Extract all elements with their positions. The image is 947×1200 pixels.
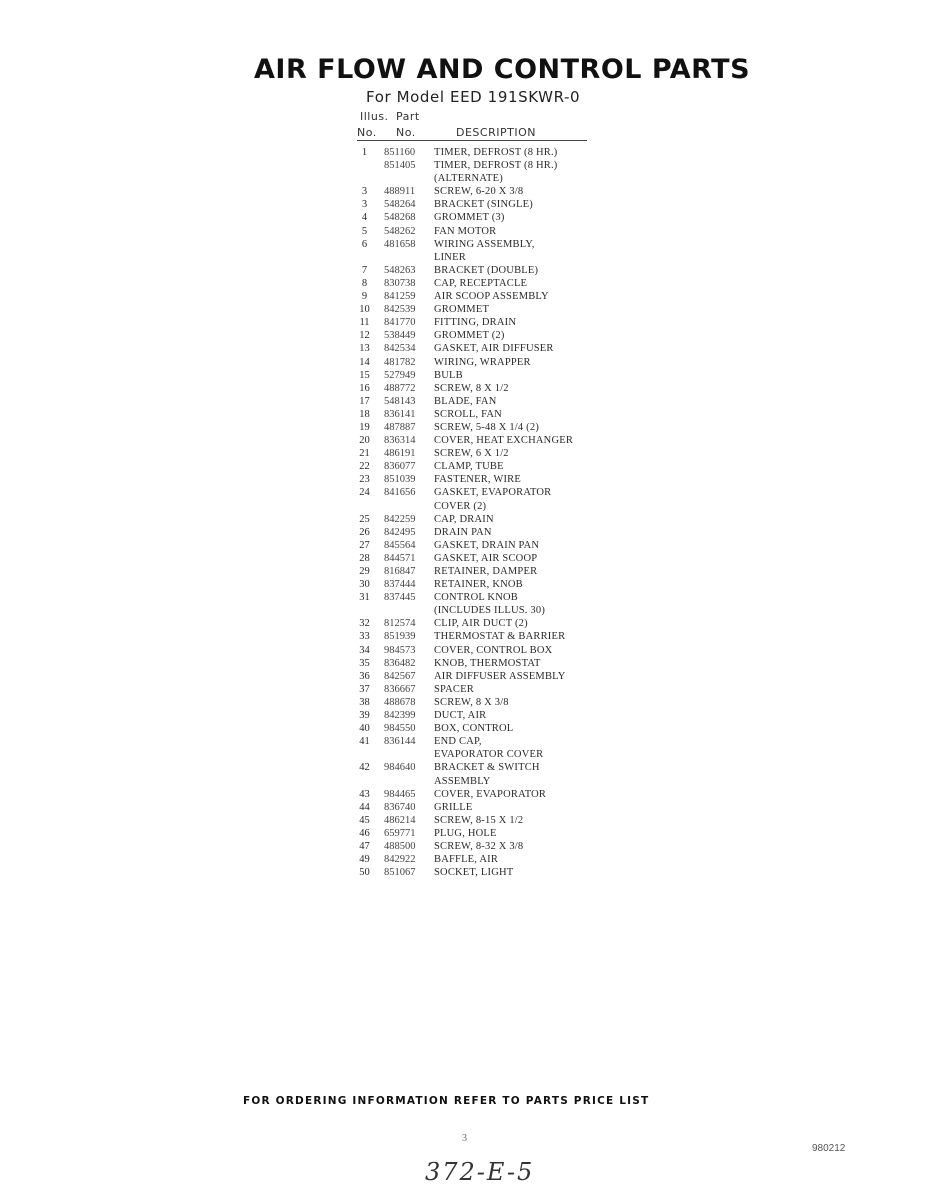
illus-number: 23 <box>359 474 370 486</box>
illus-number: 50 <box>359 867 370 879</box>
ordering-footer: FOR ORDERING INFORMATION REFER TO PARTS PRICE LIST <box>243 1095 650 1107</box>
illus-number: 19 <box>359 421 370 433</box>
part-number: 487887 <box>384 421 416 433</box>
parts-row <box>355 709 615 722</box>
parts-list <box>355 146 615 879</box>
part-description: COVER, EVAPORATOR <box>434 788 547 800</box>
parts-row <box>355 788 615 801</box>
part-number: 842495 <box>384 526 416 538</box>
part-number: 481782 <box>384 356 416 368</box>
part-number: 548143 <box>384 395 416 407</box>
part-number: 836314 <box>384 435 416 447</box>
illus-number: 17 <box>359 395 370 407</box>
part-description: BULB <box>434 369 463 381</box>
parts-row <box>355 657 615 670</box>
parts-row <box>355 578 615 591</box>
parts-row <box>355 827 615 840</box>
part-number: 845564 <box>384 539 416 551</box>
parts-row <box>355 342 615 355</box>
part-number <box>374 748 434 761</box>
part-number <box>374 251 434 264</box>
part-number <box>374 500 434 513</box>
part-description: AIR DIFFUSER ASSEMBLY <box>434 670 566 682</box>
parts-row <box>355 735 615 748</box>
illus-number: 34 <box>359 644 370 656</box>
parts-row <box>355 591 615 604</box>
parts-row <box>355 264 615 277</box>
illus-number: 9 <box>361 291 368 303</box>
part-number: 548262 <box>384 225 416 237</box>
part-description: LINER <box>434 251 466 263</box>
illus-number: 16 <box>359 382 370 394</box>
part-description: SCREW, 6-20 X 3/8 <box>434 186 524 198</box>
part-description: CONTROL KNOB <box>434 592 518 604</box>
part-description: SCREW, 8-15 X 1/2 <box>434 814 524 826</box>
part-number: 844571 <box>384 552 416 564</box>
part-description: PLUG, HOLE <box>434 827 497 839</box>
part-description: BRACKET (DOUBLE) <box>434 264 539 276</box>
part-description: COVER (2) <box>434 500 487 512</box>
part-number: 659771 <box>384 827 416 839</box>
part-description: FITTING, DRAIN <box>434 317 517 329</box>
part-number: 836740 <box>384 801 416 813</box>
part-description: BRACKET (SINGLE) <box>434 199 533 211</box>
parts-row <box>355 473 615 486</box>
part-description: SCREW, 5-48 X 1/4 (2) <box>434 421 540 433</box>
parts-row-continuation <box>355 604 615 617</box>
model-subtitle: For Model EED 191SKWR-0 <box>366 88 581 106</box>
illus-number: 45 <box>359 814 370 826</box>
illus-number: 22 <box>359 461 370 473</box>
header-part-no: No. <box>396 126 416 139</box>
illus-number: 29 <box>359 566 370 577</box>
part-description: KNOB, THERMOSTAT <box>434 657 541 669</box>
parts-row <box>355 198 615 211</box>
part-number: 816847 <box>384 566 416 577</box>
part-description: GASKET, AIR DIFFUSER <box>434 343 554 355</box>
parts-row <box>355 225 615 238</box>
parts-row <box>355 630 615 643</box>
part-number: 842567 <box>384 670 416 682</box>
header-rule <box>357 140 587 141</box>
illus-number <box>355 251 374 264</box>
parts-row <box>355 460 615 473</box>
illus-number: 33 <box>359 631 370 643</box>
part-number: 851039 <box>384 474 416 486</box>
illus-number <box>355 604 374 617</box>
parts-row <box>355 526 615 539</box>
illus-number: 14 <box>359 356 370 368</box>
part-description: END CAP, <box>434 736 482 748</box>
page-number: 3 <box>462 1133 467 1144</box>
parts-row <box>355 303 615 316</box>
part-number: 548268 <box>384 212 416 224</box>
part-number: 488911 <box>384 186 416 198</box>
part-number: 984573 <box>384 644 416 656</box>
illus-number: 49 <box>359 854 370 866</box>
parts-row <box>355 434 615 447</box>
part-number: 841770 <box>384 317 416 329</box>
part-number: 837444 <box>384 579 416 591</box>
illus-number: 27 <box>359 539 370 551</box>
part-number: 488678 <box>384 696 416 708</box>
illus-number: 1 <box>361 147 368 158</box>
part-description: TIMER, DEFROST (8 HR.) <box>434 147 558 158</box>
part-description: AIR SCOOP ASSEMBLY <box>434 291 549 303</box>
part-description: GASKET, DRAIN PAN <box>434 539 540 551</box>
part-number: 830738 <box>384 277 416 289</box>
part-description: SCREW, 8-32 X 3/8 <box>434 840 524 852</box>
illus-number: 28 <box>359 552 370 564</box>
part-description: BRACKET & SWITCH <box>434 762 540 774</box>
part-description: WIRING, WRAPPER <box>434 356 531 368</box>
part-description: SCROLL, FAN <box>434 408 502 420</box>
part-number: 836667 <box>384 683 416 695</box>
parts-row <box>355 513 615 526</box>
parts-row <box>355 801 615 814</box>
parts-row <box>355 290 615 303</box>
part-description: GROMMET (2) <box>434 330 505 342</box>
part-number: 984640 <box>384 762 416 774</box>
illus-number: 3 <box>361 199 368 211</box>
part-number: 548263 <box>384 264 416 276</box>
parts-row <box>355 644 615 657</box>
part-description: COVER, CONTROL BOX <box>434 644 553 656</box>
part-number: 538449 <box>384 330 416 342</box>
part-description: FAN MOTOR <box>434 225 497 237</box>
illus-number: 10 <box>359 304 370 316</box>
part-description: GRILLE <box>434 801 473 813</box>
illus-number <box>355 500 374 513</box>
parts-row <box>355 552 615 565</box>
part-description: DUCT, AIR <box>434 710 487 722</box>
illus-number: 43 <box>359 788 370 800</box>
part-number: 842539 <box>384 304 416 316</box>
header-part: Part <box>396 110 420 123</box>
part-description: WIRING ASSEMBLY, <box>434 238 535 250</box>
parts-row <box>355 696 615 709</box>
illus-number: 24 <box>359 487 370 499</box>
part-description: RETAINER, DAMPER <box>434 566 538 577</box>
part-number: 841656 <box>384 487 416 499</box>
part-description: EVAPORATOR COVER <box>434 749 544 761</box>
part-number: 548264 <box>384 199 416 211</box>
illus-number: 4 <box>361 212 368 224</box>
illus-number <box>355 748 374 761</box>
part-description: TIMER, DEFROST (8 HR.) <box>434 160 558 172</box>
parts-row <box>355 146 615 159</box>
part-description: SCREW, 8 X 3/8 <box>434 696 509 708</box>
part-description: CAP, RECEPTACLE <box>434 277 528 289</box>
parts-row-continuation <box>355 251 615 264</box>
parts-row <box>355 356 615 369</box>
parts-row <box>355 814 615 827</box>
illus-number: 13 <box>359 343 370 355</box>
illus-number: 31 <box>359 592 370 604</box>
part-description: FASTENER, WIRE <box>434 474 521 486</box>
parts-row <box>355 408 615 421</box>
part-number: 481658 <box>384 238 416 250</box>
part-number: 842399 <box>384 710 416 722</box>
part-description: ASSEMBLY <box>434 775 491 787</box>
illus-number: 35 <box>359 657 370 669</box>
illus-number <box>355 172 374 185</box>
header-illus: Illus. <box>360 110 389 123</box>
part-number <box>374 172 434 185</box>
part-number: 836077 <box>384 461 416 473</box>
parts-row <box>355 722 615 735</box>
part-description: THERMOSTAT & BARRIER <box>434 631 566 643</box>
part-description: GASKET, AIR SCOOP <box>434 552 538 564</box>
part-number: 841259 <box>384 291 416 303</box>
parts-row <box>355 683 615 696</box>
part-number: 527949 <box>384 369 416 381</box>
part-number: 851160 <box>384 147 416 158</box>
illus-number: 30 <box>359 579 370 591</box>
part-number: 836141 <box>384 408 416 420</box>
part-number <box>374 604 434 617</box>
part-number: 812574 <box>384 618 416 630</box>
part-number: 851067 <box>384 867 416 879</box>
illus-number: 18 <box>359 408 370 420</box>
illus-number: 26 <box>359 526 370 538</box>
parts-row <box>355 211 615 224</box>
parts-row <box>355 840 615 853</box>
part-description: SCREW, 6 X 1/2 <box>434 448 509 460</box>
part-description: SOCKET, LIGHT <box>434 867 514 879</box>
part-number: 486214 <box>384 814 416 826</box>
page-title: AIR FLOW AND CONTROL PARTS <box>254 54 751 85</box>
illus-number: 44 <box>359 801 370 813</box>
part-description: GROMMET <box>434 304 490 316</box>
illus-number <box>355 775 374 788</box>
header-description: DESCRIPTION <box>456 126 536 139</box>
document-number: 980212 <box>812 1143 846 1154</box>
part-number: 488500 <box>384 840 416 852</box>
illus-number: 21 <box>359 448 370 460</box>
parts-row <box>355 670 615 683</box>
illus-number: 36 <box>359 670 370 682</box>
part-number: 842259 <box>384 513 416 525</box>
parts-row <box>355 761 615 774</box>
part-number: 842922 <box>384 854 416 866</box>
part-description: DRAIN PAN <box>434 526 492 538</box>
illus-number: 32 <box>359 618 370 630</box>
illus-number: 25 <box>359 513 370 525</box>
illus-number: 40 <box>359 723 370 735</box>
part-number: 851939 <box>384 631 416 643</box>
parts-row-continuation <box>355 775 615 788</box>
illus-number: 8 <box>361 277 368 289</box>
part-description: CAP, DRAIN <box>434 513 494 525</box>
parts-row <box>355 277 615 290</box>
illus-number: 6 <box>361 238 368 250</box>
parts-row <box>355 539 615 552</box>
illus-number: 20 <box>359 435 370 447</box>
header-no: No. <box>357 126 377 139</box>
parts-row <box>355 329 615 342</box>
part-description: BOX, CONTROL <box>434 723 514 735</box>
part-number: 842534 <box>384 343 416 355</box>
part-number: 984465 <box>384 788 416 800</box>
part-description: (INCLUDES ILLUS. 30) <box>434 605 546 617</box>
illus-number: 47 <box>359 840 370 852</box>
parts-row <box>355 185 615 198</box>
part-description: (ALTERNATE) <box>434 173 503 185</box>
parts-row <box>355 238 615 251</box>
parts-row <box>355 853 615 866</box>
illus-number: 46 <box>359 827 370 839</box>
part-description: RETAINER, KNOB <box>434 579 523 591</box>
part-description: CLAMP, TUBE <box>434 461 504 473</box>
parts-row <box>355 565 615 578</box>
part-description: BAFFLE, AIR <box>434 854 499 866</box>
parts-row <box>355 316 615 329</box>
part-number: 851405 <box>384 160 416 172</box>
part-description: BLADE, FAN <box>434 395 497 407</box>
illus-number: 11 <box>359 317 370 329</box>
handwritten-note: 372-E-5 <box>425 1158 535 1186</box>
parts-row <box>355 617 615 630</box>
illus-number: 3 <box>361 186 368 198</box>
illus-number: 12 <box>359 330 370 342</box>
part-description: SCREW, 8 X 1/2 <box>434 382 509 394</box>
parts-row <box>355 369 615 382</box>
part-number <box>374 775 434 788</box>
parts-row <box>355 866 615 879</box>
part-description: GASKET, EVAPORATOR <box>434 487 552 499</box>
illus-number: 37 <box>359 683 370 695</box>
illus-number: 38 <box>359 696 370 708</box>
illus-number <box>355 159 374 172</box>
illus-number: 7 <box>361 264 368 276</box>
part-number: 486191 <box>384 448 416 460</box>
parts-row <box>355 382 615 395</box>
part-number: 837445 <box>384 592 416 604</box>
part-number: 836144 <box>384 736 416 748</box>
illus-number: 15 <box>359 369 370 381</box>
part-description: GROMMET (3) <box>434 212 505 224</box>
parts-row <box>355 486 615 499</box>
parts-row <box>355 395 615 408</box>
part-description: SPACER <box>434 683 474 695</box>
part-number: 836482 <box>384 657 416 669</box>
parts-row-continuation <box>355 172 615 185</box>
parts-row-continuation <box>355 500 615 513</box>
part-description: CLIP, AIR DUCT (2) <box>434 618 528 630</box>
illus-number: 5 <box>361 225 368 237</box>
part-number: 984550 <box>384 723 416 735</box>
parts-row <box>355 159 615 172</box>
parts-row-continuation <box>355 748 615 761</box>
illus-number: 41 <box>359 736 370 748</box>
part-description: COVER, HEAT EXCHANGER <box>434 435 574 447</box>
part-number: 488772 <box>384 382 416 394</box>
parts-row <box>355 421 615 434</box>
parts-row <box>355 447 615 460</box>
illus-number: 39 <box>359 710 370 722</box>
illus-number: 42 <box>359 762 370 774</box>
